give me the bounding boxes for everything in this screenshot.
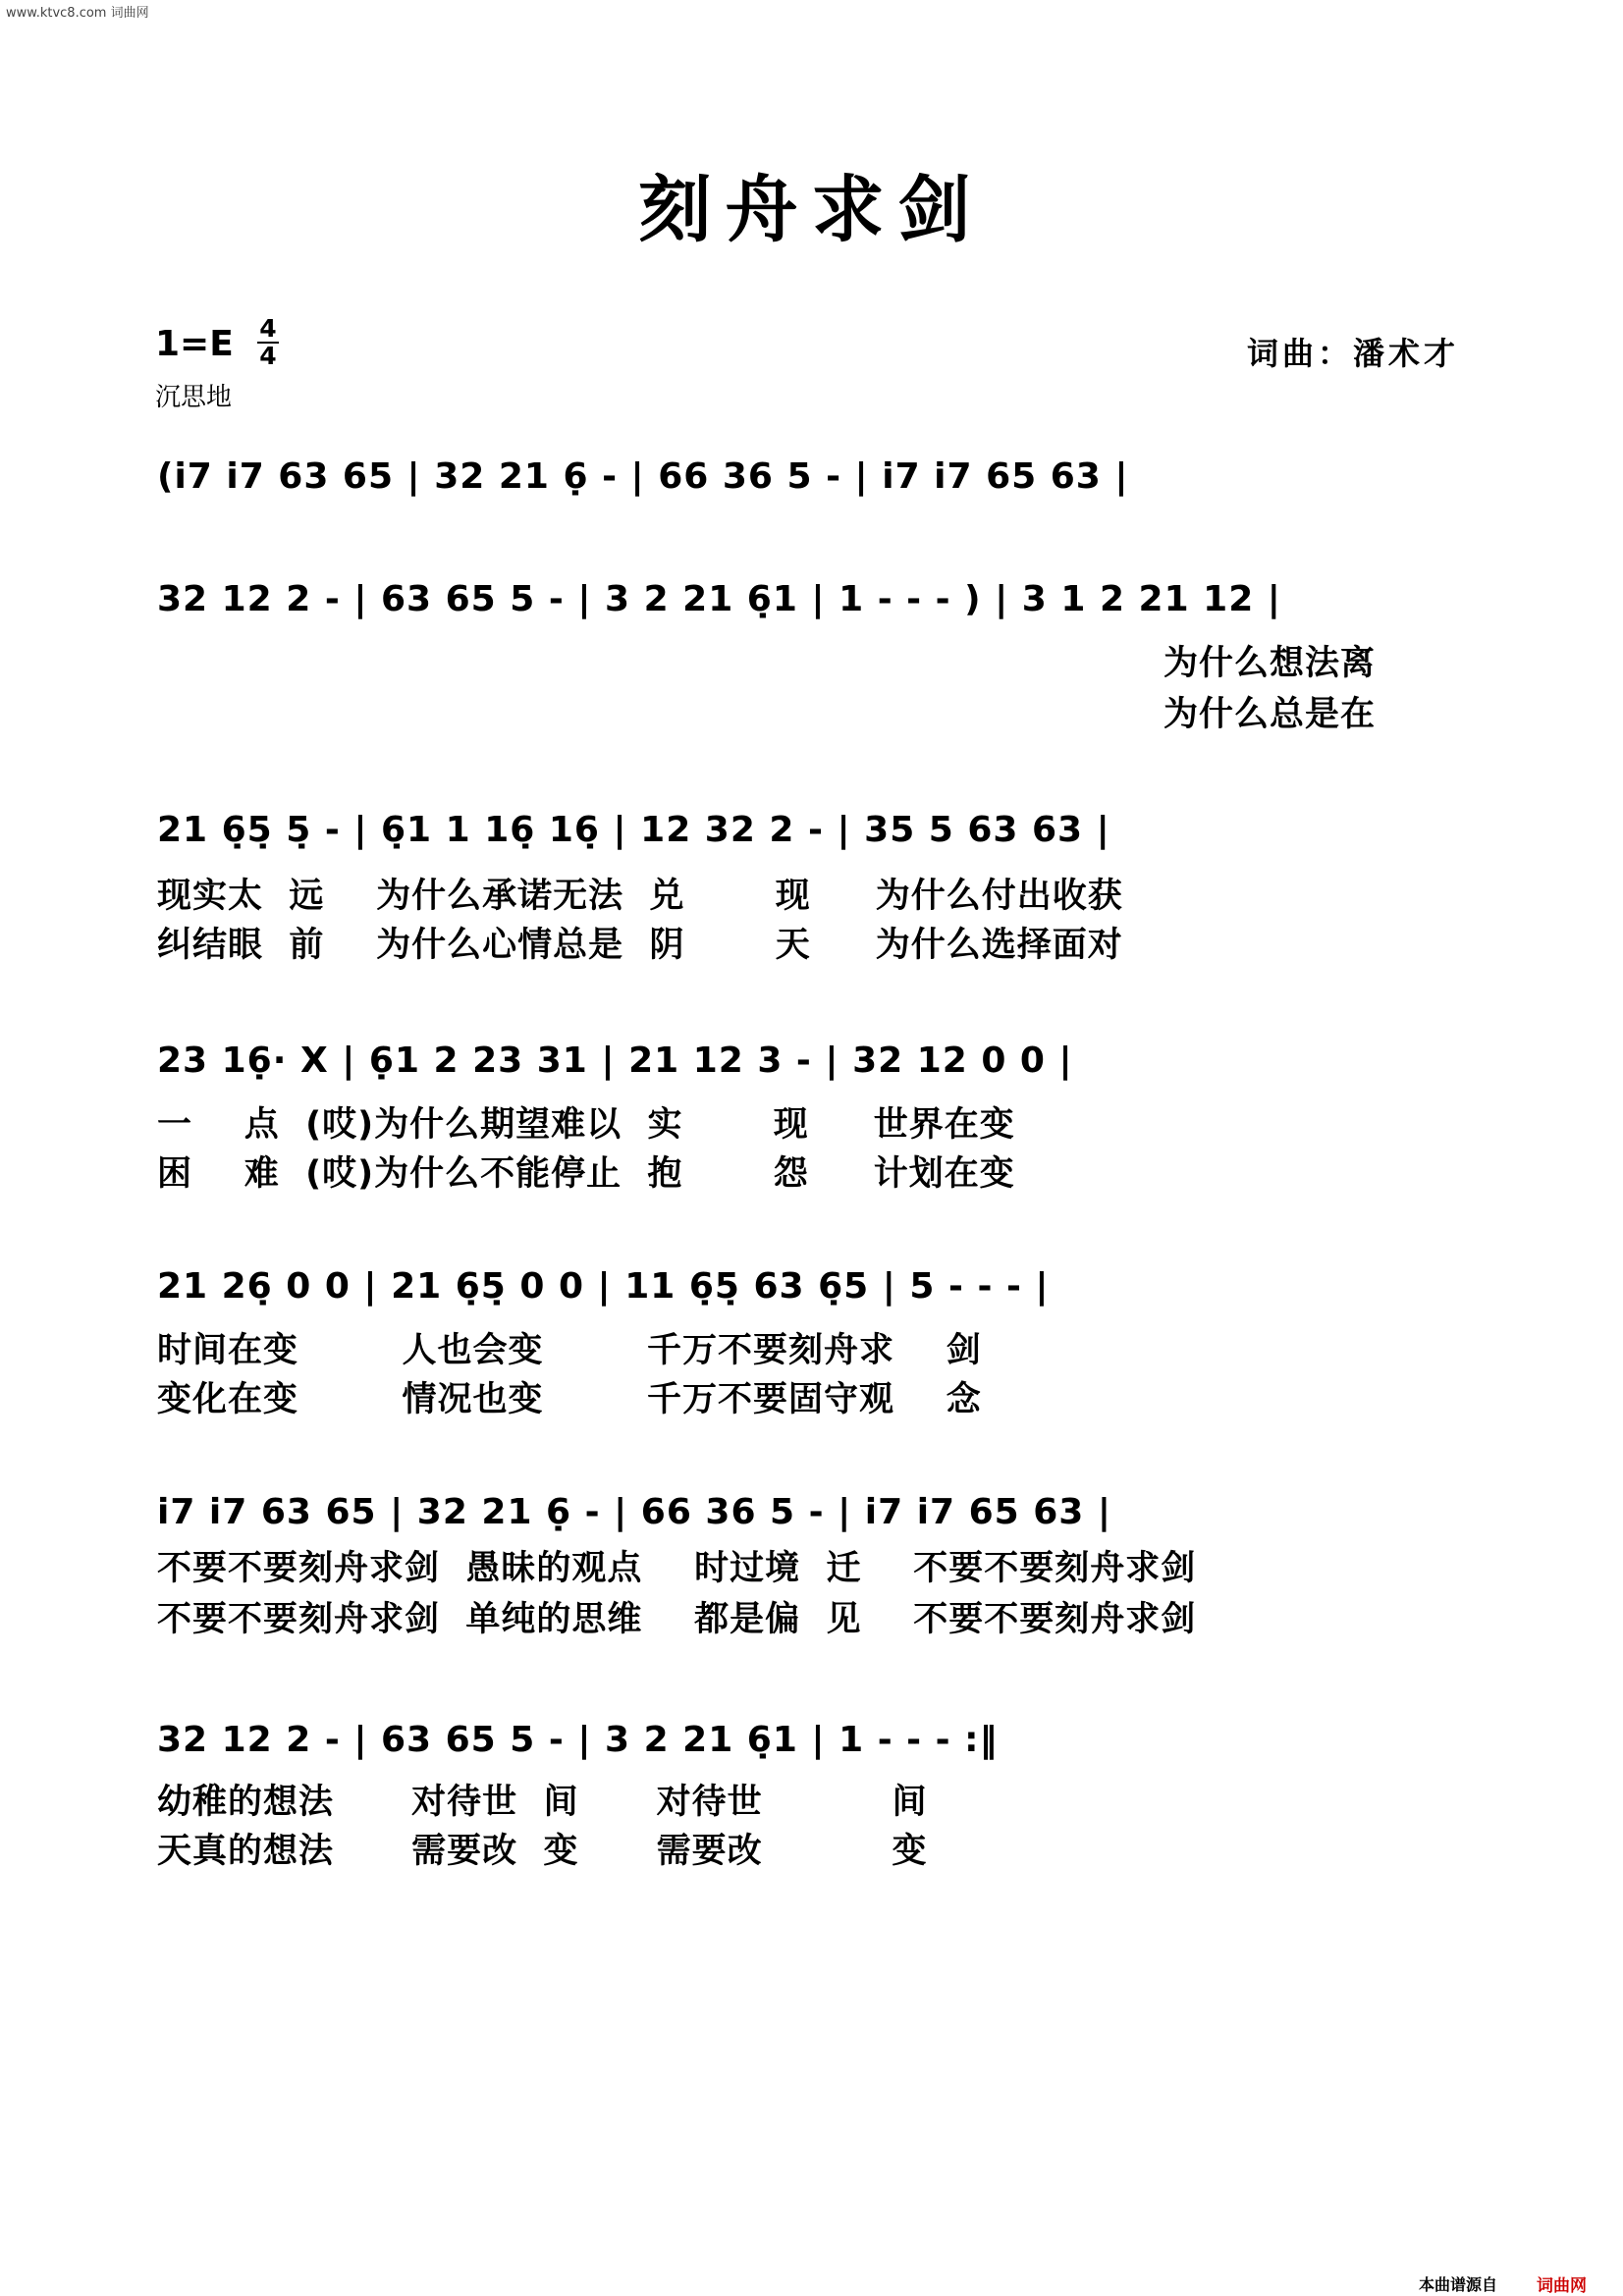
site-logo[interactable]: 词曲网 bbox=[1537, 2271, 1587, 2296]
lyric-line-6-verse-2: 不要不要刻舟求剑 单纯的思维 都是偏 见 不要不要刻舟求剑 bbox=[157, 1600, 1197, 1639]
lyric-line-4-verse-2: 困 难 (哎)为什么不能停止 抱 怨 计划在变 bbox=[157, 1154, 1015, 1194]
lyric-line-2-verse-2: 为什么总是在 bbox=[1163, 695, 1377, 734]
notation-line-6: i̇7 i̇7 63 65 | 32 21 6̣ - | 66 36 5 - | i̇7 i̇7 65 63 | bbox=[157, 1492, 1112, 1532]
notation-line-7: 32 12 2 - | 63 65 5 - | 3 2 21 6̣1 | 1 - - - :‖ bbox=[157, 1720, 999, 1760]
lyric-line-7-verse-1: 幼稚的想法 对待世 间 对待世 间 bbox=[157, 1783, 928, 1822]
tempo-marking: 沉思地 bbox=[155, 383, 233, 412]
lyric-line-6-verse-1: 不要不要刻舟求剑 愚昧的观点 时过境 迁 不要不要刻舟求剑 bbox=[157, 1549, 1197, 1588]
lyric-line-3-verse-1: 现实太 远 为什么承诺无法 兑 现 为什么付出收获 bbox=[157, 877, 1123, 916]
notation-line-2: 32 12 2 - | 63 65 5 - | 3 2 21 6̣1 | 1 - - - ) | 3 1 2 21 12 | bbox=[157, 579, 1281, 619]
source-note: 本曲谱源自 bbox=[1419, 2275, 1498, 2294]
lyric-line-5-verse-2: 变化在变 情况也变 千万不要固守观 念 bbox=[157, 1380, 982, 1419]
lyric-line-4-verse-1: 一 点 (哎)为什么期望难以 实 现 世界在变 bbox=[157, 1105, 1015, 1145]
lyric-line-7-verse-2: 天真的想法 需要改 变 需要改 变 bbox=[157, 1832, 928, 1871]
meter-top: 4 bbox=[257, 316, 279, 344]
time-signature bbox=[257, 316, 279, 369]
composer-credit: 词曲：潘术才 bbox=[1247, 335, 1460, 372]
key-signature: 1=E bbox=[155, 324, 234, 364]
song-title: 刻舟求剑 bbox=[638, 168, 985, 252]
watermark: www.ktvc8.com 词曲网 bbox=[6, 6, 149, 21]
lyric-line-3-verse-2: 纠结眼 前 为什么心情总是 阴 天 为什么选择面对 bbox=[157, 926, 1123, 965]
lyric-line-2-verse-1: 为什么想法离 bbox=[1163, 644, 1377, 683]
notation-line-1: (i̇7 i̇7 63 65 | 32 21 6̣ - | 66 36 5 - | i̇7 i̇7 65 63 | bbox=[157, 456, 1129, 497]
meter-bottom: 4 bbox=[259, 342, 277, 370]
notation-line-5: 21 26̣ 0 0 | 21 6̣5̣ 0 0 | 11 6̣5̣ 63 6̣5 | 5 - - - | bbox=[157, 1266, 1050, 1307]
notation-line-4: 23 16̣· X | 6̣1 2 23 31 | 21 12 3 - | 32 12 0 0 | bbox=[157, 1041, 1073, 1081]
notation-line-3: 21 6̣5̣ 5̣ - | 6̣1 1 16̣ 16̣ | 12 32 2 - | 35 5 63 63 | bbox=[157, 810, 1110, 850]
lyric-line-5-verse-1: 时间在变 人也会变 千万不要刻舟求 剑 bbox=[157, 1331, 982, 1370]
